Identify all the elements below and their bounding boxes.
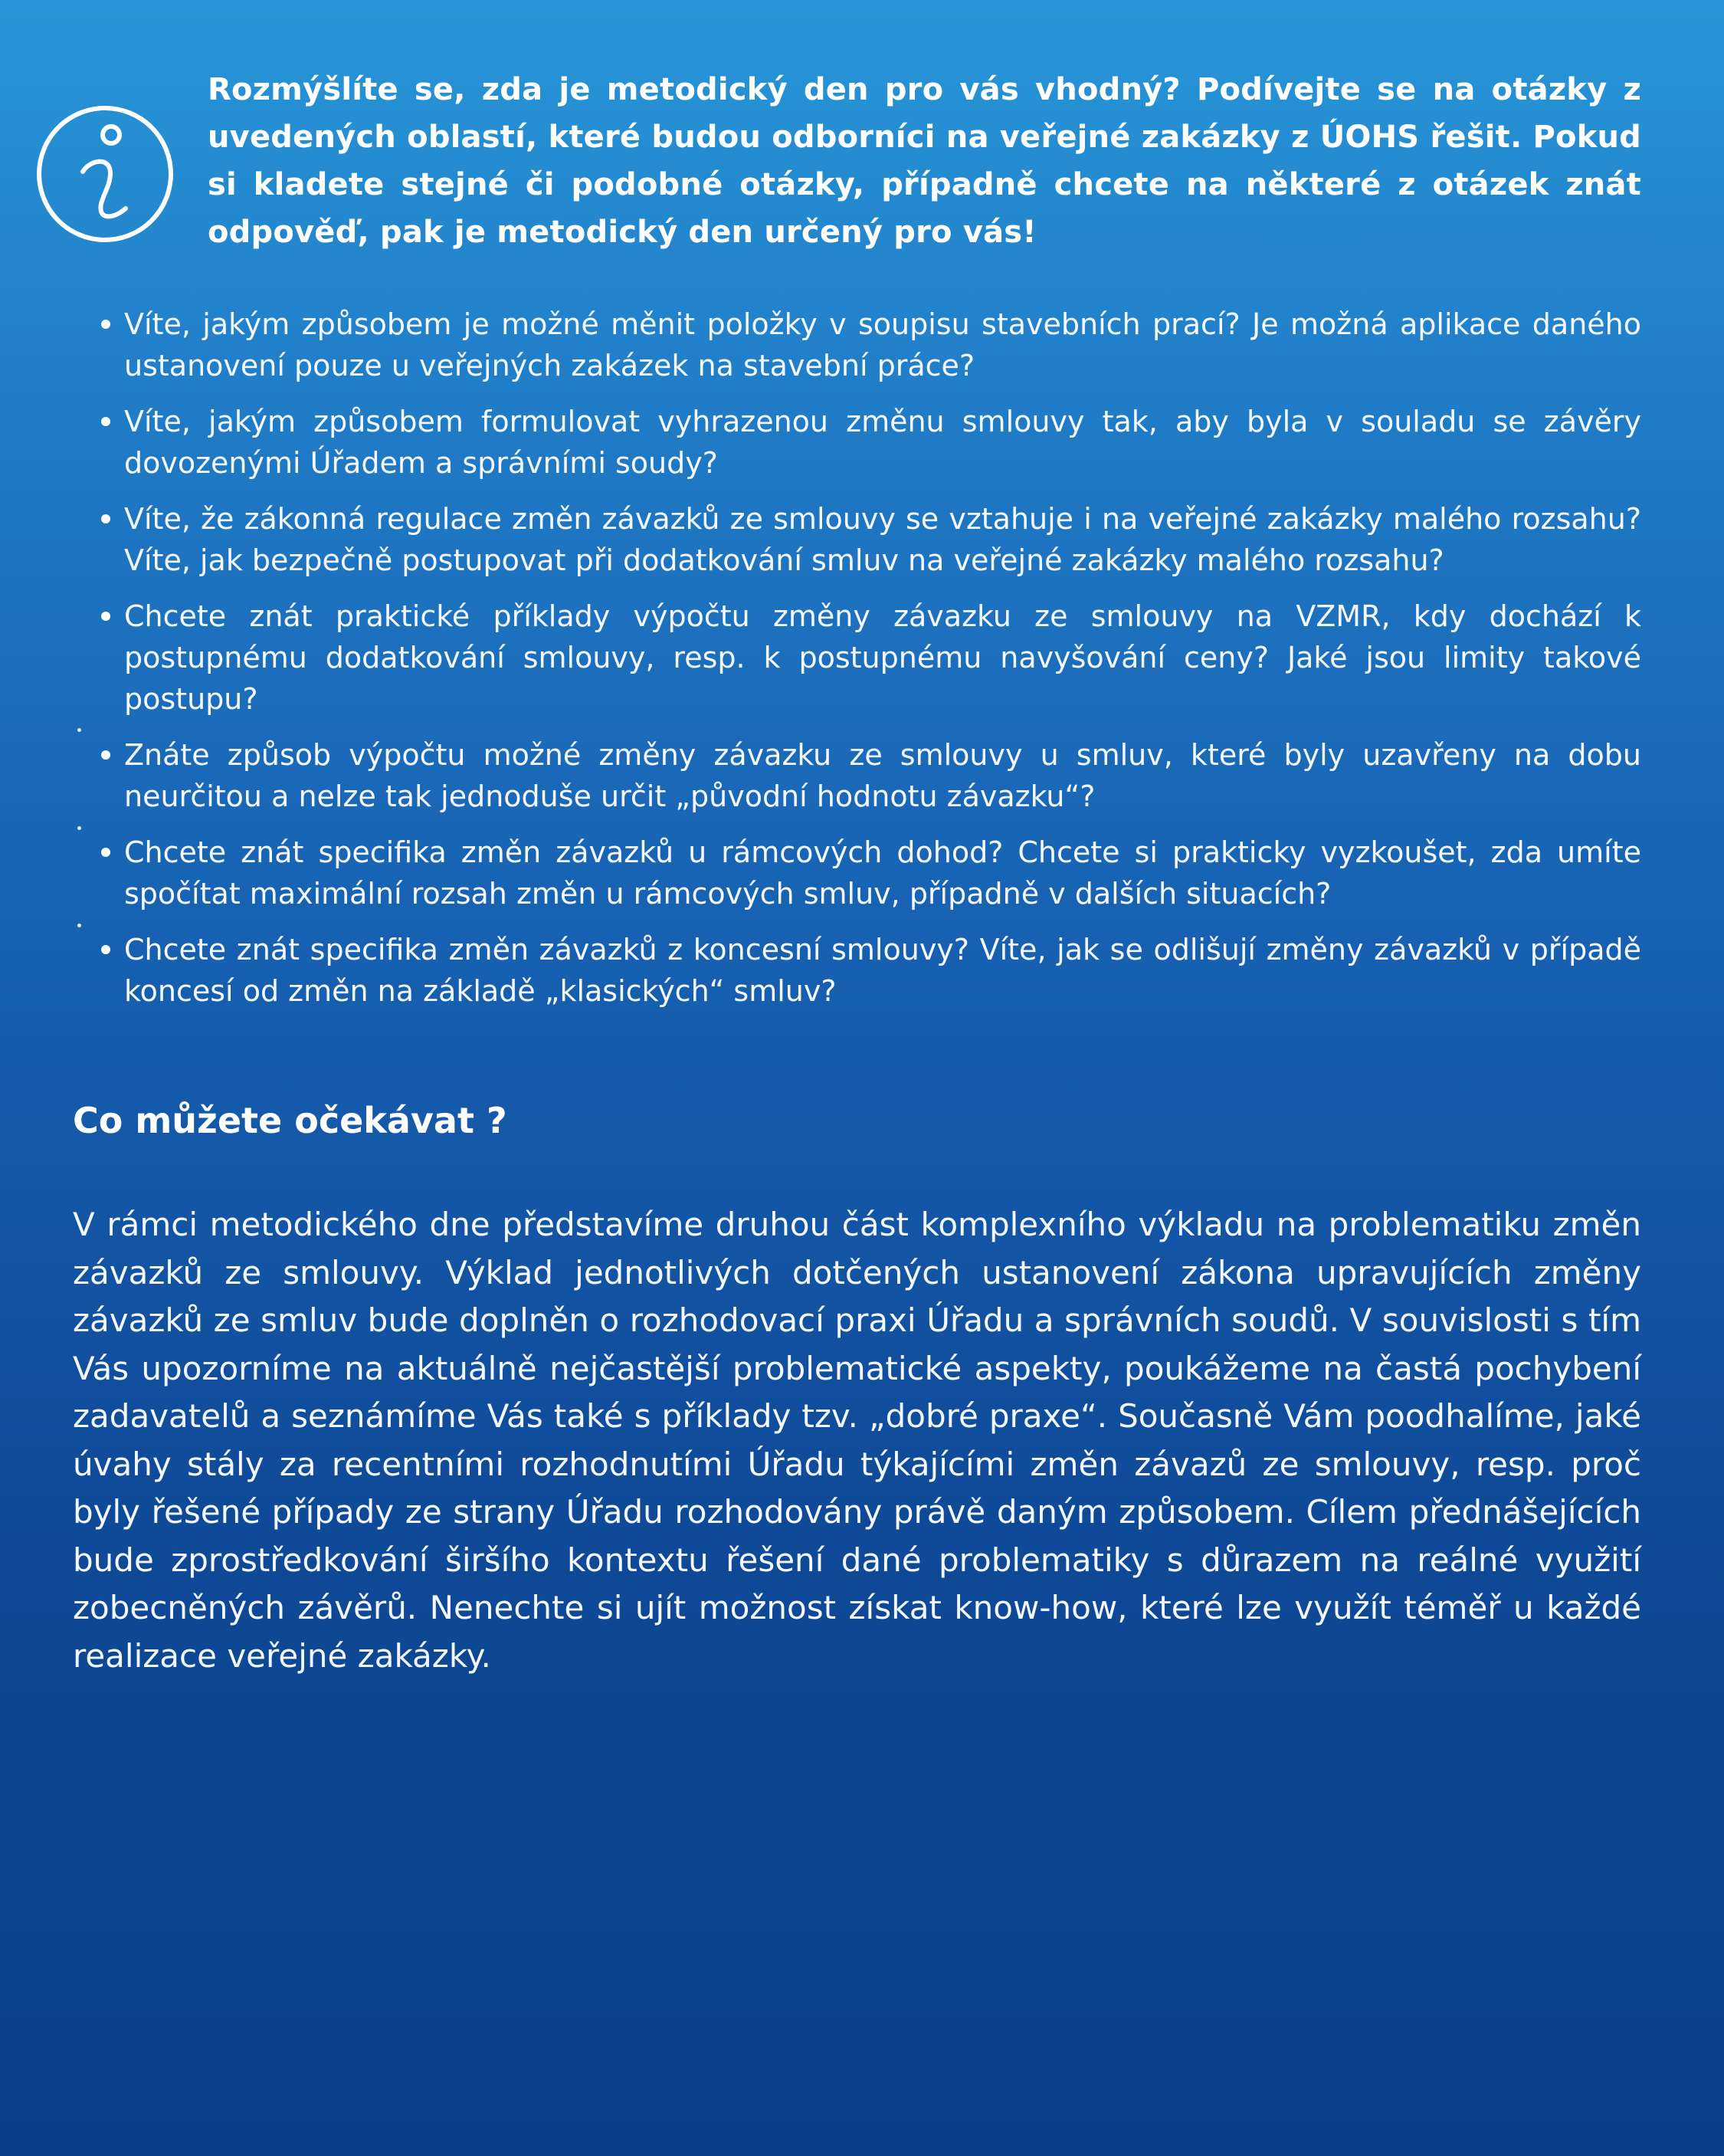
list-item bbox=[67, 929, 1641, 1012]
stray-dot bbox=[77, 924, 81, 927]
bullet-dot bbox=[101, 750, 110, 760]
list-item bbox=[67, 304, 1641, 386]
question-text: Chcete znát specifika změn závazků u rámcových dohod? Chcete si prakticky vyzkoušet, zda umíte spočítat maximální rozsah změn u rámcových smluv, případně v dalších situacích? bbox=[124, 835, 1641, 911]
list-item bbox=[67, 596, 1641, 720]
bullet-dot bbox=[101, 612, 110, 621]
bullet-dot bbox=[101, 848, 110, 857]
info-icon bbox=[34, 103, 176, 245]
intro-text: Rozmýšlíte se, zda je metodický den pro vás vhodný? Podívejte se na otázky z uvedených oblastí, které budou odborníci na veřejné zakázky z ÚOHS řešit. Pokud si kladete stejné či podobné otázky, případně chcete na některé z otázek znát odpověď, pak je metodický den určený pro vás! bbox=[208, 72, 1641, 250]
section-title: Co můžete očekávat ? bbox=[73, 1100, 507, 1141]
question-text: Víte, jakým způsobem formulovat vyhrazenou změnu smlouvy tak, aby byla v souladu se závěry dovozenými Úřadem a správními soudy? bbox=[124, 405, 1641, 480]
bullet-dot bbox=[101, 945, 110, 954]
question-text: Chcete znát specifika změn závazků z koncesní smlouvy? Víte, jak se odlišují změny závazků v případě koncesí od změn na základě „klasických“ smluv? bbox=[124, 933, 1641, 1008]
list-item bbox=[67, 401, 1641, 484]
bullet-dot bbox=[101, 514, 110, 523]
expect-text: V rámci metodického dne představíme druhou část komplexního výkladu na problematiku změn závazků ze smlouvy. Výklad jednotlivých dotčených ustanovení zákona upravujících změny závazků ze smluv bude doplněn o rozhodovací praxi Úřadu a správních soudů. V souvislosti s tím Vás upozorníme na aktuálně nejčastější problematické aspekty, poukážeme na častá pochybení zadavatelů a seznámíme Vás také s příklady tzv. „dobré praxe“. Současně Vám poodhalíme, jaké úvahy stály za recentními rozhodnutími Úřadu týkajícími změn závazů ze smlouvy, resp. proč byly řešené případy ze strany Úřadu rozhodovány právě daným způsobem. Cílem přednášejících bude zprostředkování širšího kontextu řešení dané problematiky s důrazem na reálné využití zobecněných závěrů. Nenechte si ujít možnost získat know-how, které lze využít téměř u každé realizace veřejné zakázky. bbox=[73, 1206, 1641, 1675]
question-text: Víte, že zákonná regulace změn závazků ze smlouvy se vztahuje i na veřejné zakázky malého rozsahu? Víte, jak bezpečně postupovat při dodatkování smluv na veřejné zakázky malého rozsahu? bbox=[124, 502, 1641, 577]
question-text: Víte, jakým způsobem je možné měnit položky v soupisu stavebních prací? Je možná aplikace daného ustanovení pouze u veřejných zakázek na stavební práce? bbox=[124, 307, 1641, 382]
question-text: Znáte způsob výpočtu možné změny závazku ze smlouvy u smluv, které byly uzavřeny na dobu neurčitou a nelze tak jednoduše určit „původní hodnotu závazku“? bbox=[124, 738, 1641, 813]
stray-dot bbox=[77, 826, 81, 830]
list-item bbox=[67, 734, 1641, 817]
question-text: Chcete znát praktické příklady výpočtu změny závazku ze smlouvy na VZMR, kdy dochází k postupnému dodatkování smlouvy, resp. k postupnému navyšování ceny? Jaké jsou limity takové postupu? bbox=[124, 599, 1641, 716]
stray-dot bbox=[77, 728, 81, 732]
list-item bbox=[67, 832, 1641, 914]
bullet-dot bbox=[101, 320, 110, 329]
question-list bbox=[67, 304, 1641, 1026]
bullet-dot bbox=[101, 417, 110, 426]
list-item bbox=[67, 498, 1641, 581]
